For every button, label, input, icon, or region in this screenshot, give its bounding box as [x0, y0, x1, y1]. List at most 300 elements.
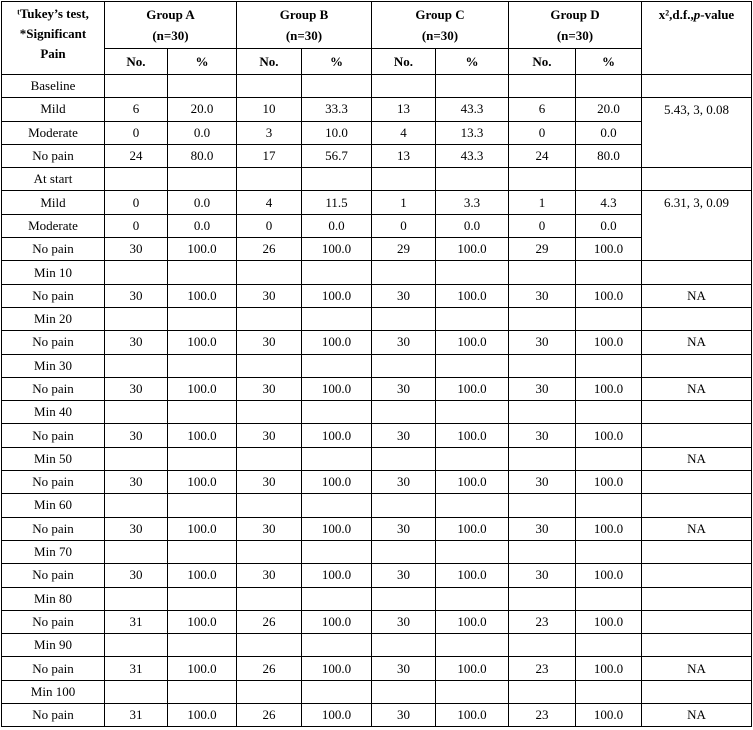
percent-cell	[168, 168, 237, 191]
section-row	[2, 168, 752, 191]
count-cell	[372, 587, 436, 610]
percent-cell	[576, 540, 642, 563]
row-label: Min 40	[2, 401, 105, 424]
stat-cell: NA	[642, 377, 752, 400]
count-cell: 4	[372, 121, 436, 144]
table-row	[2, 144, 752, 167]
count-cell: 29	[372, 238, 436, 261]
count-cell	[509, 307, 576, 330]
count-cell: 23	[509, 657, 576, 680]
percent-cell: 100.0	[436, 377, 509, 400]
row-label: No pain	[2, 377, 105, 400]
section-row	[2, 75, 752, 98]
percent-cell: 100.0	[168, 471, 237, 494]
stat-cell: NA	[642, 447, 752, 470]
percent-cell: 100.0	[576, 284, 642, 307]
table-header	[2, 2, 752, 75]
pvalue-header	[642, 2, 752, 75]
count-cell: 6	[509, 98, 576, 121]
percent-cell: 100.0	[576, 331, 642, 354]
percent-cell	[436, 307, 509, 330]
count-cell: 30	[372, 704, 436, 727]
table-row	[2, 238, 752, 261]
percent-cell	[576, 354, 642, 377]
group-a-n: (n=30)	[152, 28, 189, 43]
percent-cell: 100.0	[302, 377, 372, 400]
count-cell	[372, 447, 436, 470]
percent-cell	[436, 540, 509, 563]
group-c-pct-header: %	[436, 49, 509, 75]
count-cell	[237, 540, 302, 563]
percent-cell	[436, 261, 509, 284]
count-cell	[237, 494, 302, 517]
row-label: Baseline	[2, 75, 105, 98]
count-cell: 30	[372, 424, 436, 447]
percent-cell	[436, 354, 509, 377]
count-cell: 30	[372, 284, 436, 307]
percent-cell: 100.0	[576, 424, 642, 447]
percent-cell: 20.0	[576, 98, 642, 121]
count-cell	[372, 494, 436, 517]
count-cell: 1	[509, 191, 576, 214]
percent-cell: 0.0	[302, 214, 372, 237]
percent-cell	[168, 494, 237, 517]
count-cell	[105, 680, 168, 703]
percent-cell: 100.0	[168, 517, 237, 540]
count-cell: 3	[237, 121, 302, 144]
stat-cell	[642, 540, 752, 563]
table-row	[2, 517, 752, 540]
percent-cell: 11.5	[302, 191, 372, 214]
section-row	[2, 447, 752, 470]
count-cell: 30	[509, 424, 576, 447]
group-c-n: (n=30)	[421, 28, 459, 43]
count-cell	[509, 168, 576, 191]
percent-cell: 100.0	[168, 331, 237, 354]
count-cell	[509, 540, 576, 563]
table-row	[2, 214, 752, 237]
percent-cell: 4.3	[576, 191, 642, 214]
table-row	[2, 98, 752, 121]
table-row	[2, 121, 752, 144]
count-cell: 0	[105, 121, 168, 144]
count-cell	[372, 401, 436, 424]
count-cell	[105, 261, 168, 284]
count-cell: 26	[237, 238, 302, 261]
percent-cell	[302, 75, 372, 98]
percent-cell: 0.0	[168, 214, 237, 237]
group-c-header	[372, 2, 509, 49]
percent-cell: 0.0	[576, 214, 642, 237]
corner-line-2: *Significant	[19, 26, 87, 41]
count-cell: 30	[237, 517, 302, 540]
percent-cell	[168, 75, 237, 98]
count-cell: 30	[237, 471, 302, 494]
corner-header	[2, 2, 105, 75]
table-row	[2, 331, 752, 354]
percent-cell	[436, 680, 509, 703]
stat-cell: 6.31, 3, 0.09	[642, 191, 752, 261]
count-cell: 30	[372, 610, 436, 633]
count-cell: 30	[372, 377, 436, 400]
row-label: No pain	[2, 564, 105, 587]
table-row	[2, 704, 752, 727]
count-cell: 30	[509, 471, 576, 494]
count-cell: 30	[372, 331, 436, 354]
group-c-no-header: No.	[372, 49, 436, 75]
count-cell	[105, 540, 168, 563]
group-d-n: (n=30)	[556, 28, 594, 43]
percent-cell: 100.0	[302, 657, 372, 680]
group-b-header	[237, 2, 372, 49]
percent-cell	[436, 587, 509, 610]
row-label: No pain	[2, 424, 105, 447]
group-b-pct-header: %	[302, 49, 372, 75]
section-row	[2, 634, 752, 657]
table-body	[2, 75, 752, 727]
percent-cell	[302, 261, 372, 284]
stat-cell: 5.43, 3, 0.08	[642, 98, 752, 168]
count-cell	[237, 447, 302, 470]
count-cell: 30	[509, 564, 576, 587]
count-cell	[372, 168, 436, 191]
percent-cell	[436, 168, 509, 191]
row-label: Min 50	[2, 447, 105, 470]
count-cell: 30	[372, 517, 436, 540]
stat-cell: NA	[642, 517, 752, 540]
count-cell: 30	[372, 564, 436, 587]
count-cell	[237, 401, 302, 424]
count-cell: 31	[105, 610, 168, 633]
row-label: Moderate	[2, 214, 105, 237]
count-cell	[237, 75, 302, 98]
table-row	[2, 610, 752, 633]
table-row	[2, 657, 752, 680]
table-row	[2, 424, 752, 447]
row-label: No pain	[2, 331, 105, 354]
count-cell	[105, 494, 168, 517]
count-cell	[372, 75, 436, 98]
percent-cell: 0.0	[576, 121, 642, 144]
group-d-name: Group D	[550, 7, 600, 22]
percent-cell	[168, 307, 237, 330]
percent-cell: 100.0	[168, 657, 237, 680]
section-row	[2, 401, 752, 424]
percent-cell: 0.0	[168, 121, 237, 144]
stat-cell	[642, 680, 752, 703]
percent-cell: 100.0	[436, 331, 509, 354]
count-cell	[105, 168, 168, 191]
row-label: Min 20	[2, 307, 105, 330]
table-row	[2, 377, 752, 400]
percent-cell: 100.0	[576, 377, 642, 400]
group-a-no-header: No.	[105, 49, 168, 75]
row-label: Mild	[2, 191, 105, 214]
stat-cell	[642, 401, 752, 424]
count-cell: 0	[372, 214, 436, 237]
percent-cell: 100.0	[436, 564, 509, 587]
count-cell	[237, 168, 302, 191]
count-cell	[372, 261, 436, 284]
count-cell: 30	[105, 424, 168, 447]
row-label: Min 90	[2, 634, 105, 657]
group-c-name: Group C	[415, 7, 465, 22]
percent-cell: 33.3	[302, 98, 372, 121]
percent-cell: 10.0	[302, 121, 372, 144]
count-cell	[237, 261, 302, 284]
group-d-no-header: No.	[509, 49, 576, 75]
percent-cell	[168, 261, 237, 284]
count-cell: 23	[509, 704, 576, 727]
row-label: Min 30	[2, 354, 105, 377]
count-cell: 23	[509, 610, 576, 633]
count-cell: 30	[237, 331, 302, 354]
count-cell: 13	[372, 98, 436, 121]
count-cell	[509, 447, 576, 470]
count-cell	[105, 401, 168, 424]
count-cell	[509, 680, 576, 703]
count-cell: 0	[237, 214, 302, 237]
percent-cell	[168, 401, 237, 424]
section-row	[2, 261, 752, 284]
percent-cell: 100.0	[168, 377, 237, 400]
percent-cell	[576, 587, 642, 610]
percent-cell: 100.0	[168, 238, 237, 261]
percent-cell: 100.0	[436, 704, 509, 727]
count-cell	[105, 307, 168, 330]
percent-cell	[168, 634, 237, 657]
row-label: At start	[2, 168, 105, 191]
percent-cell	[436, 75, 509, 98]
stat-cell	[642, 471, 752, 494]
group-a-pct-header: %	[168, 49, 237, 75]
section-row	[2, 680, 752, 703]
count-cell: 30	[105, 238, 168, 261]
row-label: No pain	[2, 471, 105, 494]
row-label: Mild	[2, 98, 105, 121]
pain-score-table	[1, 1, 752, 727]
percent-cell: 20.0	[168, 98, 237, 121]
percent-cell	[576, 494, 642, 517]
count-cell: 6	[105, 98, 168, 121]
percent-cell	[436, 634, 509, 657]
count-cell: 26	[237, 704, 302, 727]
count-cell: 26	[237, 657, 302, 680]
count-cell: 24	[509, 144, 576, 167]
percent-cell: 100.0	[302, 284, 372, 307]
count-cell: 30	[509, 331, 576, 354]
stat-cell	[642, 354, 752, 377]
count-cell: 30	[509, 377, 576, 400]
stat-cell: NA	[642, 657, 752, 680]
row-label: Min 70	[2, 540, 105, 563]
stat-cell: NA	[642, 704, 752, 727]
group-d-pct-header: %	[576, 49, 642, 75]
percent-cell	[168, 354, 237, 377]
row-label: Moderate	[2, 121, 105, 144]
row-label: No pain	[2, 610, 105, 633]
count-cell: 1	[372, 191, 436, 214]
stat-cell	[642, 564, 752, 587]
percent-cell	[302, 587, 372, 610]
percent-cell: 100.0	[436, 657, 509, 680]
count-cell	[237, 587, 302, 610]
stat-cell: NA	[642, 331, 752, 354]
stat-cell	[642, 168, 752, 191]
stat-cell	[642, 424, 752, 447]
count-cell: 4	[237, 191, 302, 214]
count-cell	[372, 354, 436, 377]
stat-cell	[642, 307, 752, 330]
percent-cell: 80.0	[168, 144, 237, 167]
percent-cell: 100.0	[576, 610, 642, 633]
percent-cell	[302, 168, 372, 191]
percent-cell	[576, 168, 642, 191]
percent-cell	[436, 494, 509, 517]
corner-line-1: ᵗTukey’s test,	[17, 6, 89, 21]
percent-cell: 3.3	[436, 191, 509, 214]
count-cell: 29	[509, 238, 576, 261]
count-cell: 30	[372, 657, 436, 680]
percent-cell: 100.0	[576, 517, 642, 540]
percent-cell: 100.0	[436, 610, 509, 633]
percent-cell: 100.0	[302, 564, 372, 587]
section-row	[2, 587, 752, 610]
percent-cell: 100.0	[576, 564, 642, 587]
row-label: Min 60	[2, 494, 105, 517]
stat-cell	[642, 75, 752, 98]
stat-cell	[642, 261, 752, 284]
count-cell: 30	[105, 471, 168, 494]
count-cell: 30	[509, 517, 576, 540]
percent-cell: 100.0	[168, 424, 237, 447]
pvalue-header-suffix: -value	[700, 7, 735, 22]
percent-cell	[576, 634, 642, 657]
group-b-no-header: No.	[237, 49, 302, 75]
percent-cell: 43.3	[436, 98, 509, 121]
group-a-header	[105, 2, 237, 49]
count-cell: 30	[105, 564, 168, 587]
count-cell: 0	[509, 121, 576, 144]
count-cell	[372, 307, 436, 330]
percent-cell: 100.0	[436, 471, 509, 494]
count-cell: 31	[105, 657, 168, 680]
stat-cell	[642, 634, 752, 657]
section-row	[2, 307, 752, 330]
count-cell: 30	[237, 284, 302, 307]
group-a-name: Group A	[146, 7, 195, 22]
group-d-header	[509, 2, 642, 49]
pvalue-header-p: p	[693, 7, 701, 22]
count-cell	[372, 680, 436, 703]
count-cell	[509, 634, 576, 657]
count-cell	[105, 447, 168, 470]
percent-cell: 100.0	[302, 610, 372, 633]
section-row	[2, 354, 752, 377]
percent-cell	[576, 307, 642, 330]
count-cell: 30	[105, 517, 168, 540]
percent-cell	[576, 401, 642, 424]
percent-cell	[576, 447, 642, 470]
row-label: No pain	[2, 657, 105, 680]
percent-cell	[436, 401, 509, 424]
percent-cell	[302, 307, 372, 330]
row-label: Min 10	[2, 261, 105, 284]
pvalue-header-prefix: x²,d.f.,	[658, 7, 694, 22]
section-row	[2, 494, 752, 517]
stat-cell	[642, 610, 752, 633]
percent-cell: 100.0	[302, 424, 372, 447]
table-row	[2, 564, 752, 587]
corner-line-3: Pain	[40, 46, 66, 61]
row-label: No pain	[2, 517, 105, 540]
percent-cell	[302, 494, 372, 517]
row-label: No pain	[2, 238, 105, 261]
count-cell	[237, 354, 302, 377]
percent-cell	[302, 634, 372, 657]
percent-cell	[168, 680, 237, 703]
count-cell	[105, 587, 168, 610]
percent-cell	[168, 587, 237, 610]
percent-cell: 100.0	[436, 238, 509, 261]
count-cell	[237, 634, 302, 657]
count-cell: 30	[509, 284, 576, 307]
row-label: No pain	[2, 284, 105, 307]
table-row	[2, 191, 752, 214]
percent-cell: 100.0	[576, 657, 642, 680]
count-cell: 10	[237, 98, 302, 121]
table-row	[2, 284, 752, 307]
percent-cell	[168, 540, 237, 563]
count-cell: 0	[509, 214, 576, 237]
percent-cell: 80.0	[576, 144, 642, 167]
percent-cell: 13.3	[436, 121, 509, 144]
count-cell: 30	[105, 377, 168, 400]
percent-cell: 100.0	[302, 238, 372, 261]
count-cell: 26	[237, 610, 302, 633]
percent-cell: 100.0	[436, 424, 509, 447]
percent-cell	[576, 680, 642, 703]
count-cell	[509, 401, 576, 424]
percent-cell	[302, 680, 372, 703]
percent-cell	[302, 401, 372, 424]
stat-cell	[642, 587, 752, 610]
percent-cell	[576, 261, 642, 284]
count-cell: 0	[105, 191, 168, 214]
percent-cell: 100.0	[436, 284, 509, 307]
percent-cell: 100.0	[436, 517, 509, 540]
count-cell: 13	[372, 144, 436, 167]
count-cell	[237, 307, 302, 330]
percent-cell: 0.0	[168, 191, 237, 214]
section-row	[2, 540, 752, 563]
count-cell	[509, 354, 576, 377]
count-cell: 30	[237, 377, 302, 400]
percent-cell	[436, 447, 509, 470]
count-cell: 0	[105, 214, 168, 237]
group-b-n: (n=30)	[285, 28, 323, 43]
count-cell	[105, 354, 168, 377]
count-cell: 31	[105, 704, 168, 727]
percent-cell: 100.0	[302, 517, 372, 540]
count-cell	[509, 261, 576, 284]
percent-cell: 0.0	[436, 214, 509, 237]
percent-cell: 100.0	[576, 238, 642, 261]
row-label: Min 100	[2, 680, 105, 703]
row-label: No pain	[2, 144, 105, 167]
percent-cell	[168, 447, 237, 470]
percent-cell	[576, 75, 642, 98]
